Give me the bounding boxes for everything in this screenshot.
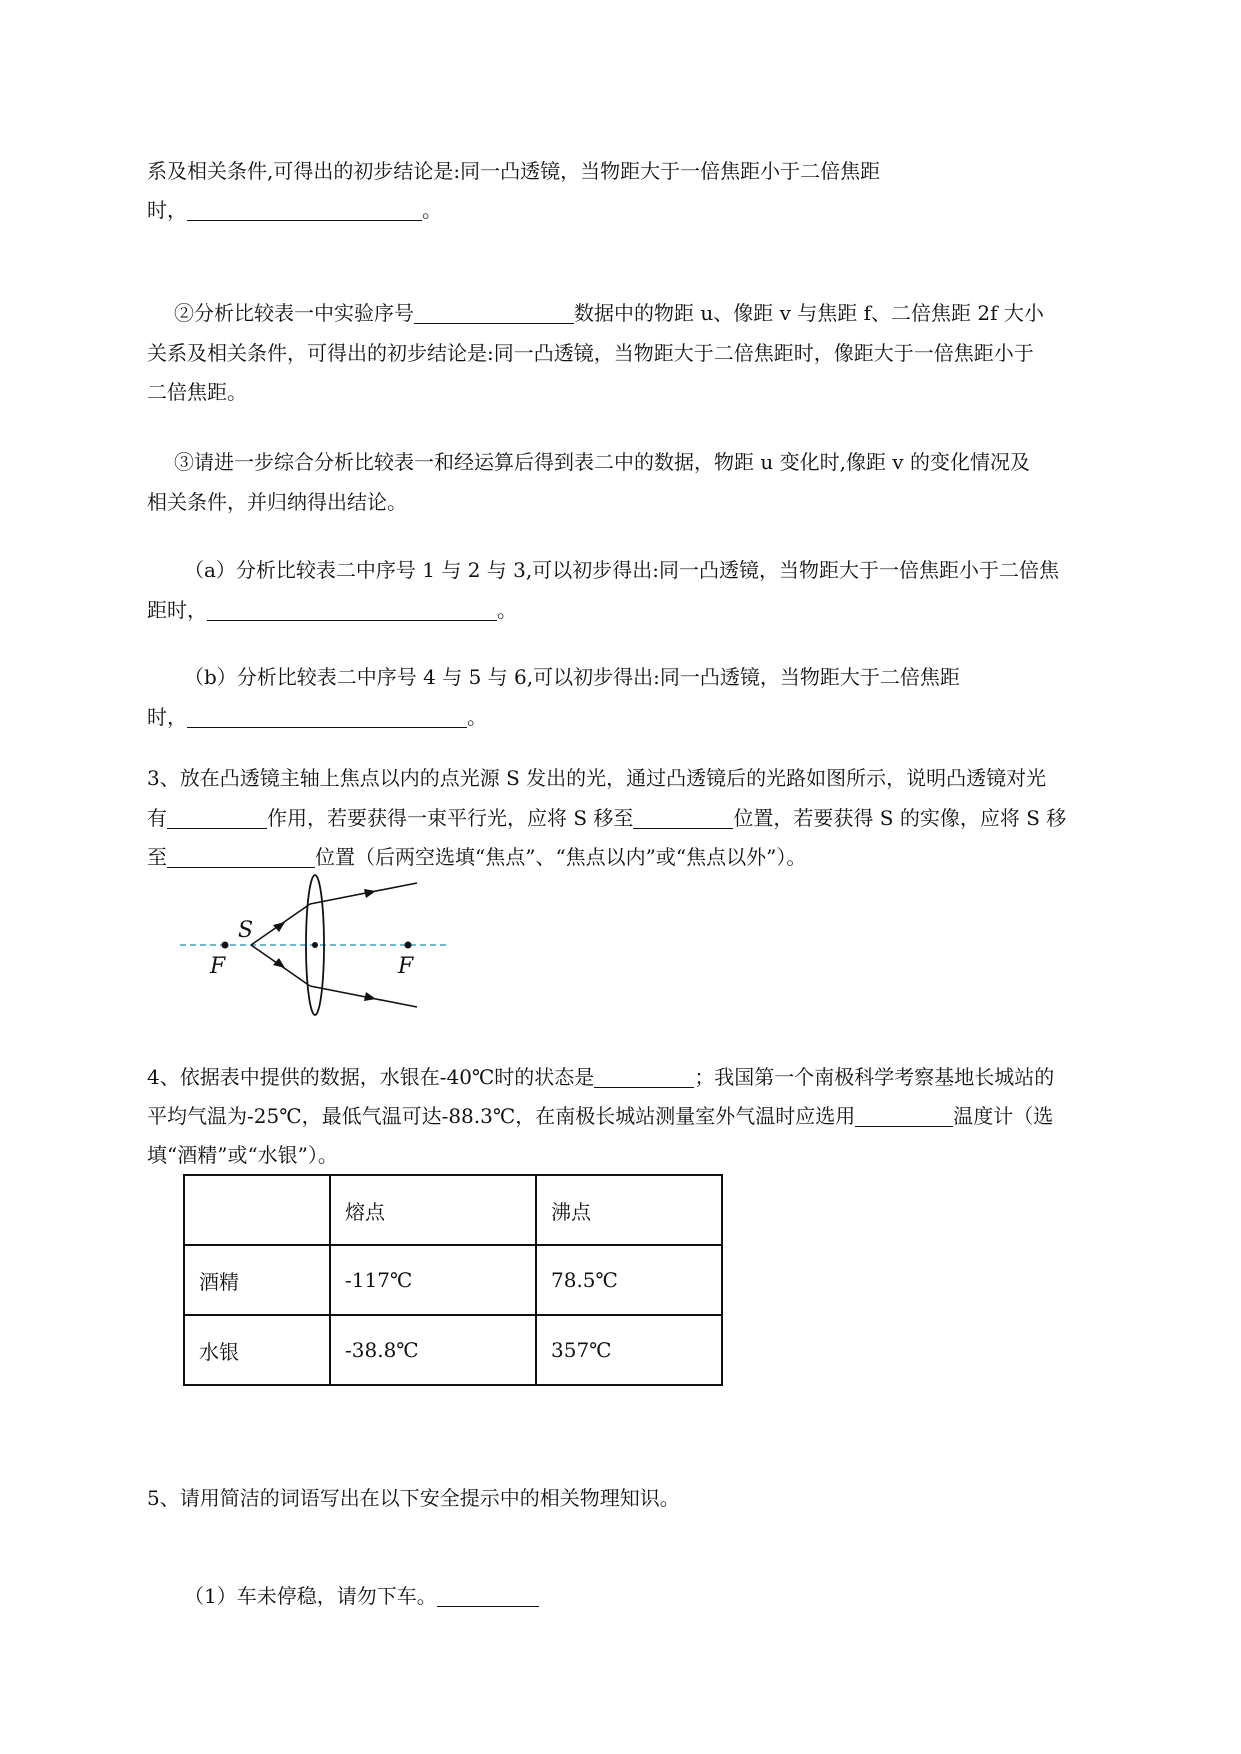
table-header-cell <box>184 1175 330 1245</box>
question-3-line <box>147 843 806 871</box>
text: 平均气温为-25℃，最低气温可达-88.3℃，在南极长城站测量室外气温时应选用 <box>147 1104 856 1128</box>
text: ②分析比较表一中实验序号 <box>174 301 414 325</box>
answer-blank[interactable] <box>207 598 497 621</box>
text: 。 <box>422 198 442 222</box>
paragraph-line <box>184 663 960 691</box>
question-3-line <box>147 804 1066 832</box>
text: 关系及相关条件，可得出的初步结论是:同一凸透镜，当物距大于二倍焦距时，像距大于一倍焦距小于 <box>147 341 1034 365</box>
text: （a）分析比较表二中序号 1 与 2 与 3,可以初步得出:同一凸透镜，当物距大于一倍焦距小于二倍焦 <box>184 558 1059 582</box>
text: 。 <box>497 598 517 622</box>
label-f-right: F <box>398 954 414 979</box>
paragraph-line <box>147 196 442 224</box>
text: 二倍焦距。 <box>147 380 247 404</box>
paragraph-line <box>184 556 1059 584</box>
table-cell: 78.5℃ <box>536 1245 722 1315</box>
text: 相关条件，并归纳得出结论。 <box>147 490 407 514</box>
question-4-line <box>147 1063 1054 1091</box>
paragraph-line <box>147 596 517 624</box>
convex-lens-diagram <box>170 870 460 1030</box>
light-ray-upper-refracted <box>310 883 417 904</box>
light-ray-lower-refracted <box>310 986 417 1007</box>
paragraph-line <box>174 299 1044 327</box>
question-3-line <box>147 764 1046 792</box>
question-5-line <box>147 1484 680 1512</box>
table-header-cell: 沸点 <box>536 1175 722 1245</box>
paragraph-line <box>147 339 1034 367</box>
table-cell: -38.8℃ <box>330 1315 536 1385</box>
table-header-cell: 熔点 <box>330 1175 536 1245</box>
text: 数据中的物距 u、像距 v 与焦距 f、二倍焦距 2f 大小 <box>574 301 1044 325</box>
text: 距时， <box>147 598 207 622</box>
text: 5、请用简洁的词语写出在以下安全提示中的相关物理知识。 <box>147 1486 680 1510</box>
melting-boiling-table <box>183 1174 723 1386</box>
text: 作用，若要获得一束平行光，应将 S 移至 <box>267 806 634 830</box>
table-row <box>184 1315 722 1385</box>
table-cell: -117℃ <box>330 1245 536 1315</box>
text: ③请进一步综合分析比较表一和经运算后得到表二中的数据，物距 u 变化时,像距 v 的变化情况及 <box>174 450 1030 474</box>
table-row <box>184 1245 722 1315</box>
text: 至 <box>147 845 167 869</box>
text: 时， <box>147 198 187 222</box>
focal-point-right <box>405 942 412 949</box>
answer-blank[interactable] <box>594 1065 694 1088</box>
answer-blank[interactable] <box>167 806 267 829</box>
answer-blank[interactable] <box>187 198 422 221</box>
arrow-icon <box>364 992 376 1001</box>
question-5-line <box>184 1582 539 1610</box>
answer-blank[interactable] <box>167 845 315 868</box>
text: 位置，若要获得 S 的实像，应将 S 移 <box>733 806 1067 830</box>
table-cell: 水银 <box>184 1315 330 1385</box>
text: 系及相关条件,可得出的初步结论是:同一凸透镜，当物距大于一倍焦距小于二倍焦距 <box>147 159 881 183</box>
arrow-icon <box>273 922 285 932</box>
text: 位置（后两空选填“焦点”、“焦点以内”或“焦点以外”）。 <box>315 845 807 869</box>
focal-point-left <box>222 942 229 949</box>
text: 。 <box>467 705 487 729</box>
text: 有 <box>147 806 167 830</box>
arrow-icon <box>273 958 285 968</box>
paragraph-line <box>147 378 247 406</box>
answer-blank[interactable] <box>855 1104 953 1127</box>
question-4-line <box>147 1102 1053 1130</box>
paragraph-line <box>174 448 1030 476</box>
label-s: S <box>238 918 254 943</box>
text: （b）分析比较表二中序号 4 与 5 与 6,可以初步得出:同一凸透镜，当物距大于二倍焦距 <box>184 665 960 689</box>
text: 4、依据表中提供的数据，水银在-40℃时的状态是 <box>147 1065 595 1089</box>
text: 时， <box>147 705 187 729</box>
table-header-row <box>184 1175 722 1245</box>
text: 填“酒精”或“水银”）。 <box>147 1143 338 1167</box>
answer-blank[interactable] <box>187 705 467 728</box>
text: 温度计（选 <box>953 1104 1054 1128</box>
text: （1）车未停稳，请勿下车。 <box>184 1584 437 1608</box>
question-4-line <box>147 1141 338 1169</box>
arrow-icon <box>364 889 376 898</box>
answer-blank[interactable] <box>414 301 574 324</box>
paragraph-line <box>147 157 880 185</box>
label-f-left: F <box>210 954 226 979</box>
paragraph-line <box>147 488 407 516</box>
text: ；我国第一个南极科学考察基地长城站的 <box>694 1065 1055 1089</box>
lens-center-point <box>312 942 318 948</box>
text: 3、放在凸透镜主轴上焦点以内的点光源 S 发出的光，通过凸透镜后的光路如图所示，说明凸透镜对光 <box>147 766 1047 790</box>
answer-blank[interactable] <box>633 806 733 829</box>
paragraph-line <box>147 703 487 731</box>
table-cell: 357℃ <box>536 1315 722 1385</box>
table-cell: 酒精 <box>184 1245 330 1315</box>
answer-blank[interactable] <box>437 1584 539 1607</box>
